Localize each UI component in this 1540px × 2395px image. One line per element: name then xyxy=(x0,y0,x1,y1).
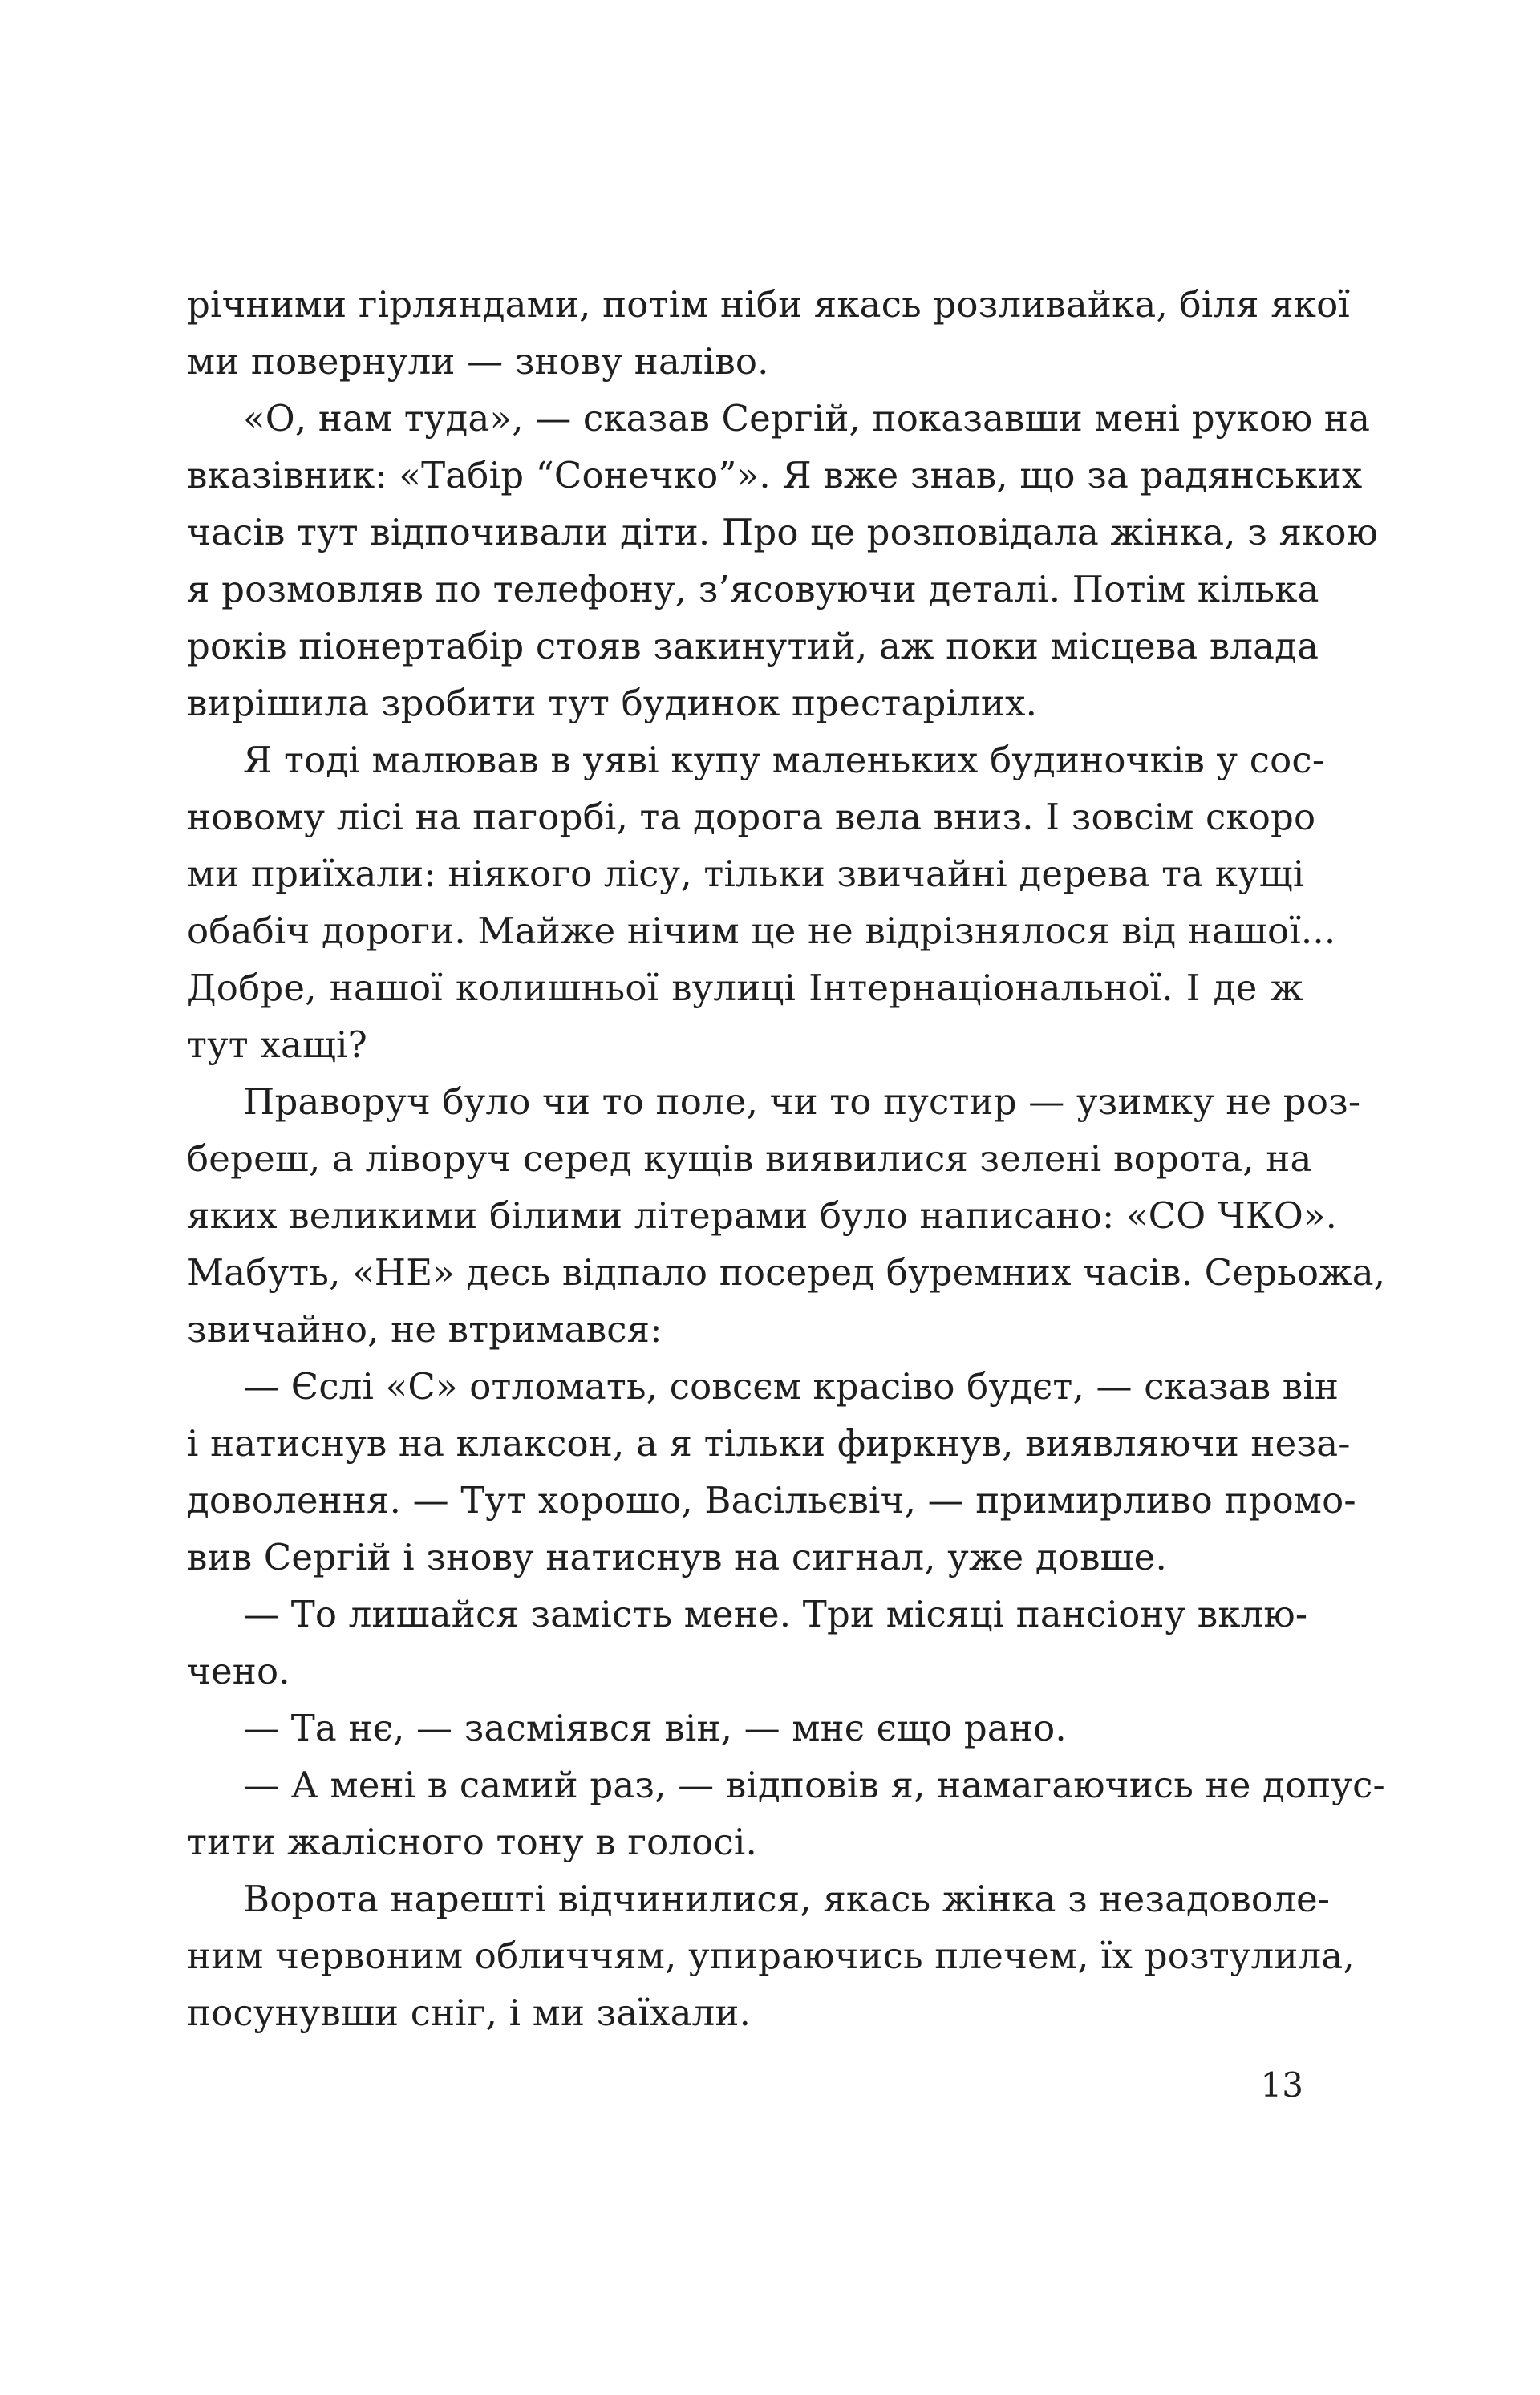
text-line: років піонертабір стояв закинутий, аж поки місцева влада xyxy=(187,625,1319,667)
text-line: чено. xyxy=(187,1650,290,1692)
text-line: звичайно, не втримався: xyxy=(187,1308,663,1351)
text-line: часів тут відпочивали діти. Про це розповідала жінка, з якою xyxy=(187,511,1379,553)
text-line: — Та нє, — засміявся він, — мнє єщо рано. xyxy=(243,1707,1067,1749)
text-line: і натиснув на клаксон, а я тільки фиркнув, виявляючи неза- xyxy=(187,1422,1351,1465)
text-line: посунувши сніг, і ми заїхали. xyxy=(187,1992,752,2034)
text-line: Ворота нарешті відчинилися, якась жінка з незадоволе- xyxy=(243,1878,1331,1920)
text-line: береш, а ліворуч серед кущів виявилися зелені ворота, на xyxy=(187,1137,1312,1180)
text-line: — Єслі «С» отломать, совсєм красіво будєт, — сказав він xyxy=(243,1365,1339,1408)
text-line: вказівник: «Табір “Сонечко”». Я вже знав, що за радянських xyxy=(187,454,1363,496)
text-line: Я тоді малював в уяві купу маленьких будиночків у сос- xyxy=(243,739,1325,781)
text-line: вив Сергій і знову натиснув на сигнал, уже довше. xyxy=(187,1536,1167,1578)
text-line: ним червоним обличчям, упираючись плечем, їх розтулила, xyxy=(187,1935,1355,1977)
text-line: новому лісі на пагорбі, та дорога вела вниз. І зовсім скоро xyxy=(187,796,1316,838)
text-line: я розмовляв по телефону, з’ясовуючи деталі. Потім кілька xyxy=(187,568,1319,610)
text-line: «О, нам туда», — сказав Сергій, показавши мені рукою на xyxy=(243,397,1371,440)
text-line: тити жалісного тону в голосі. xyxy=(187,1821,757,1863)
text-line: річними гірляндами, потім ніби якась розливайка, біля якої xyxy=(187,283,1351,326)
text-line: Мабуть, «НЕ» десь відпало посеред буремних часів. Серьожа, xyxy=(187,1251,1386,1294)
text-line: тут хащі? xyxy=(187,1023,367,1066)
text-line: Праворуч було чи то поле, чи то пустир — узимку не роз- xyxy=(243,1080,1361,1123)
page-number: 13 xyxy=(1260,2065,1303,2105)
text-line: доволення. — Тут хорошо, Васільєвіч, — примирливо промо- xyxy=(187,1479,1356,1522)
text-line: ми приїхали: ніякого лісу, тільки звичайні дерева та кущі xyxy=(187,853,1305,895)
text-line: Добре, нашої колишньої вулиці Інтернаціональної. І де ж xyxy=(187,967,1303,1009)
text-line: обабіч дороги. Майже нічим це не відрізнялося від нашої... xyxy=(187,910,1336,952)
text-line: яких великими білими літерами було написано: «СО ЧКО». xyxy=(187,1194,1338,1237)
text-line: — А мені в самий раз, — відповів я, намагаючись не допус- xyxy=(243,1764,1385,1806)
text-line: — То лишайся замість мене. Три місяці пансіону вклю- xyxy=(243,1593,1308,1635)
text-line: ми повернули — знову наліво. xyxy=(187,340,769,383)
text-line: вирішила зробити тут будинок престарілих. xyxy=(187,682,1038,724)
